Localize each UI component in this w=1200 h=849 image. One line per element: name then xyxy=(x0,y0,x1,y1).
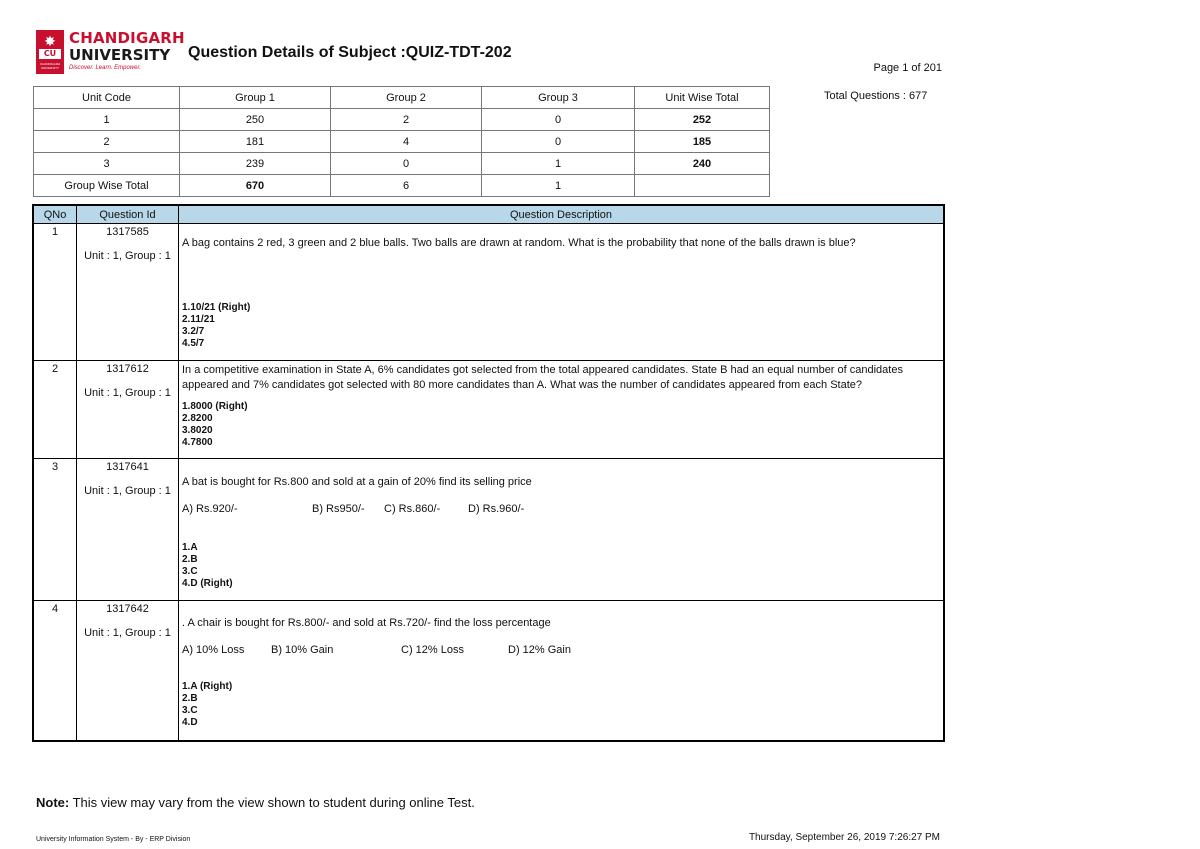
answer-option: 2.11/21 xyxy=(182,314,215,325)
summary-header-cell: Group 2 xyxy=(331,87,482,109)
qno-cell: 4 xyxy=(33,601,77,741)
answer-option: 4.7800 xyxy=(182,437,213,448)
answer-options xyxy=(182,681,940,729)
unit-code-cell: 1 xyxy=(34,109,180,131)
page-title: Question Details of Subject :QUIZ-TDT-202 xyxy=(188,44,512,61)
choice-text: B) 10% Gain xyxy=(271,644,334,656)
answer-option: 3.C xyxy=(182,705,198,716)
summary-header-row xyxy=(34,87,770,109)
logo-tagline: Discover. Learn. Empower. xyxy=(69,65,141,71)
question-id: 1317641 xyxy=(106,461,149,473)
choice-text: C) Rs.860/- xyxy=(384,503,441,515)
qno-header: QNo xyxy=(33,205,77,224)
qno-cell: 1 xyxy=(33,224,77,361)
logo-name-line2: UNIVERSITY xyxy=(69,46,171,64)
unit-total-cell: 185 xyxy=(635,131,770,153)
group2-cell: 4 xyxy=(331,131,482,153)
group3-cell: 1 xyxy=(482,153,635,175)
summary-header-cell: Group 1 xyxy=(180,87,331,109)
group1-total-cell: 670 xyxy=(180,175,331,197)
choice-text: A) 10% Loss xyxy=(182,644,245,656)
unit-total-cell: 252 xyxy=(635,109,770,131)
summary-row xyxy=(34,109,770,131)
question-id: 1317612 xyxy=(106,363,149,375)
answer-option: 4.5/7 xyxy=(182,338,205,349)
summary-row xyxy=(34,153,770,175)
university-seal-icon xyxy=(36,30,64,74)
question-choices xyxy=(182,502,940,517)
question-description-cell xyxy=(179,459,945,601)
grand-total-cell xyxy=(635,175,770,197)
question-text: A bag contains 2 red, 3 green and 2 blue balls. Two balls are drawn at random. What is the probability that none of the balls drawn is blue? xyxy=(182,237,856,249)
group3-cell: 0 xyxy=(482,109,635,131)
group3-cell: 0 xyxy=(482,131,635,153)
group3-total-cell: 1 xyxy=(482,175,635,197)
question-row xyxy=(33,459,944,601)
question-id: 1317642 xyxy=(106,603,149,615)
answer-option: 4.D xyxy=(182,717,198,728)
question-id: 1317585 xyxy=(106,226,149,238)
group-total-label: Group Wise Total xyxy=(34,175,180,197)
answer-options xyxy=(182,401,940,449)
choice-text: D) 12% Gain xyxy=(508,644,571,656)
answer-option: 1.10/21 (Right) xyxy=(182,302,251,313)
answer-option: 2.8200 xyxy=(182,413,213,424)
question-id-cell xyxy=(77,361,179,459)
group1-cell: 239 xyxy=(180,153,331,175)
question-id-cell xyxy=(77,224,179,361)
group2-total-cell: 6 xyxy=(331,175,482,197)
question-description-header: Question Description xyxy=(179,205,945,224)
footer-system-label: University Information System - By - ERP Division xyxy=(36,836,191,843)
question-row xyxy=(33,601,944,741)
summary-table xyxy=(33,86,770,197)
summary-row xyxy=(34,131,770,153)
unit-group-label: Unit : 1, Group : 1 xyxy=(84,485,171,497)
question-id-cell xyxy=(77,459,179,601)
summary-header-cell: Group 3 xyxy=(482,87,635,109)
question-text: In a competitive examination in State A, 6% candidates got selected from the total appeared candidates. State B had an equal number of candidates appeared and 7% candidates got selected with 80 more candidates than A. What was the number of candidates appeared from each State? xyxy=(182,364,903,391)
unit-group-label: Unit : 1, Group : 1 xyxy=(84,627,171,639)
page-number: Page 1 of 201 xyxy=(873,62,942,74)
answer-option: 1.A xyxy=(182,542,198,553)
question-id-header: Question Id xyxy=(77,205,179,224)
questions-header-row xyxy=(33,205,944,224)
answer-option: 4.D (Right) xyxy=(182,578,233,589)
group1-cell: 181 xyxy=(180,131,331,153)
choice-text: B) Rs950/- xyxy=(312,503,365,515)
question-text: A bat is bought for Rs.800 and sold at a gain of 20% find its selling price xyxy=(182,476,532,488)
unit-code-cell: 3 xyxy=(34,153,180,175)
answer-option: 1.8000 (Right) xyxy=(182,401,248,412)
total-questions: Total Questions : 677 xyxy=(824,90,928,102)
answer-option: 2.B xyxy=(182,554,198,565)
seal-star-icon: ✸ xyxy=(44,33,56,49)
logo-name-line1: CHANDIGARH xyxy=(69,29,185,47)
note xyxy=(36,795,475,810)
summary-header-cell: Unit Wise Total xyxy=(635,87,770,109)
group1-cell: 250 xyxy=(180,109,331,131)
unit-code-cell: 2 xyxy=(34,131,180,153)
unit-group-label: Unit : 1, Group : 1 xyxy=(84,250,171,262)
question-text: . A chair is bought for Rs.800/- and sold at Rs.720/- find the loss percentage xyxy=(182,617,551,629)
note-text: This view may vary from the view shown to student during online Test. xyxy=(69,795,475,810)
choice-text: A) Rs.920/- xyxy=(182,503,238,515)
qno-cell: 3 xyxy=(33,459,77,601)
answer-option: 2.B xyxy=(182,693,198,704)
question-description-cell xyxy=(179,601,945,741)
group2-cell: 2 xyxy=(331,109,482,131)
question-row xyxy=(33,224,944,361)
seal-text: CU xyxy=(39,49,61,59)
question-choices xyxy=(182,643,940,658)
answer-options xyxy=(182,302,940,350)
unit-group-label: Unit : 1, Group : 1 xyxy=(84,387,171,399)
unit-total-cell: 240 xyxy=(635,153,770,175)
question-description-cell xyxy=(179,224,945,361)
answer-option: 3.8020 xyxy=(182,425,213,436)
note-label: Note: xyxy=(36,795,70,810)
university-logo xyxy=(36,29,185,74)
question-row xyxy=(33,361,944,459)
question-id-cell xyxy=(77,601,179,741)
seal-small-text: CHANDIGARH UNIVERSITY xyxy=(39,62,61,70)
answer-option: 3.C xyxy=(182,566,198,577)
summary-total-row xyxy=(34,175,770,197)
answer-option: 3.2/7 xyxy=(182,326,205,337)
question-description-cell xyxy=(179,361,945,459)
summary-header-cell: Unit Code xyxy=(34,87,180,109)
questions-table xyxy=(32,204,945,742)
footer-timestamp: Thursday, September 26, 2019 7:26:27 PM xyxy=(748,832,940,843)
answer-options xyxy=(182,542,940,590)
qno-cell: 2 xyxy=(33,361,77,459)
choice-text: C) 12% Loss xyxy=(401,644,464,656)
answer-option: 1.A (Right) xyxy=(182,681,233,692)
choice-text: D) Rs.960/- xyxy=(468,503,525,515)
group2-cell: 0 xyxy=(331,153,482,175)
